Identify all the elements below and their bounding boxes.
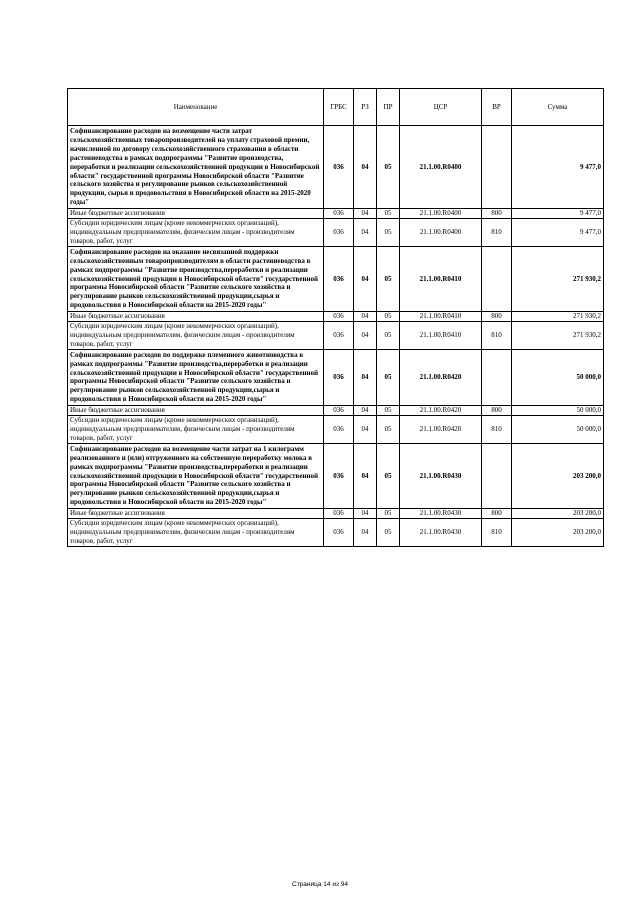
row-csr-cell: 21.1.00.R0400 (400, 219, 482, 247)
row-sum-cell: 50 000,0 (512, 416, 604, 444)
row-sum-cell: 9 477,0 (512, 126, 604, 209)
row-vr-cell: 810 (482, 322, 512, 350)
header-vr: ВР (482, 89, 512, 126)
table-row (68, 519, 604, 547)
row-pr-cell: 05 (377, 443, 400, 508)
row-rz-cell: 04 (354, 443, 377, 508)
row-rz-cell: 04 (354, 246, 377, 311)
row-vr-cell: 800 (482, 509, 512, 519)
row-csr-cell: 21.1.00.R0410 (400, 312, 482, 322)
row-name-cell: Софинансирование расходов на возмещение части затрат сельскохозяйственных товаропроизводителей на уплату страховой премии, начисленной по договору сельскохозяйственного страхования в области растениеводства в рамках подпрограммы "Развитие производства, переработки и реализации сельскохозяйственной продукции в Новосибирской области" государственной программы Новосибирской области "Развитие сельского хозяйства и регулирование рынков сельскохозяйственной продукции, сырья и продовольствия в Новосибирской области на 2015-2020 годы" (68, 126, 324, 209)
row-grbs-cell: 036 (324, 416, 354, 444)
row-vr-cell: 800 (482, 406, 512, 416)
row-grbs-cell: 036 (324, 519, 354, 547)
row-grbs-cell: 036 (324, 209, 354, 219)
row-rz-cell: 04 (354, 126, 377, 209)
row-grbs-cell: 036 (324, 219, 354, 247)
row-name-cell: Софинансирование расходов на возмещение части затрат на 1 килограмм реализованного и (или) отгруженного на собственную переработку молока в рамках подпрограммы "Развитие производства,переработки и реализации сельскохозяйственной продукции в Новосибирской области" государственной программы Новосибирской области "Развитие сельского хозяйства и регулирование рынков сельскохозяйственной продукции,сырья и продовольствия в Новосибирской области на 2015-2020 годы" (68, 443, 324, 508)
row-pr-cell: 05 (377, 406, 400, 416)
header-grbs: ГРБС (324, 89, 354, 126)
row-rz-cell: 04 (354, 219, 377, 247)
row-name-cell: Субсидии юридическим лицам (кроме некоммерческих организаций), индивидуальным предпринимателям, физическим лицам - производителям товаров, работ, услуг (68, 519, 324, 547)
row-grbs-cell: 036 (324, 509, 354, 519)
row-vr-cell: 810 (482, 519, 512, 547)
row-sum-cell: 271 930,2 (512, 246, 604, 311)
budget-table-container (67, 88, 603, 547)
row-csr-cell: 21.1.00.R0420 (400, 406, 482, 416)
row-name-cell: Иные бюджетные ассигнования (68, 312, 324, 322)
row-csr-cell: 21.1.00.R0410 (400, 246, 482, 311)
row-grbs-cell: 036 (324, 312, 354, 322)
row-rz-cell: 04 (354, 312, 377, 322)
header-csr: ЦСР (400, 89, 482, 126)
row-sum-cell: 271 930,2 (512, 322, 604, 350)
row-name-cell: Софинансирование расходов по поддержке племенного животноводства в рамках подпрограммы "Развитие производства,переработки и реализации сельскохозяйственной продукции в Новосибирской области" государственной программы Новосибирской области "Развитие сельского хозяйства и регулирование рынков сельскохозяйственной продукции,сырья и продовольствия в Новосибирской области на 2015-2020 годы" (68, 349, 324, 405)
table-row (68, 509, 604, 519)
table-row (68, 322, 604, 350)
row-csr-cell: 21.1.00.R0430 (400, 443, 482, 508)
row-rz-cell: 04 (354, 416, 377, 444)
row-rz-cell: 04 (354, 519, 377, 547)
row-sum-cell: 9 477,0 (512, 219, 604, 247)
row-csr-cell: 21.1.00.R0420 (400, 349, 482, 405)
table-row (68, 219, 604, 247)
row-sum-cell: 50 000,0 (512, 349, 604, 405)
table-row (68, 416, 604, 444)
row-vr-cell (482, 246, 512, 311)
table-row (68, 209, 604, 219)
row-grbs-cell: 036 (324, 406, 354, 416)
row-csr-cell: 21.1.00.R0410 (400, 322, 482, 350)
row-pr-cell: 05 (377, 246, 400, 311)
row-vr-cell: 810 (482, 219, 512, 247)
row-name-cell: Субсидии юридическим лицам (кроме некоммерческих организаций), индивидуальным предпринимателям, физическим лицам - производителям товаров, работ, услуг (68, 322, 324, 350)
table-row (68, 349, 604, 405)
row-vr-cell (482, 349, 512, 405)
row-pr-cell: 05 (377, 312, 400, 322)
row-pr-cell: 05 (377, 322, 400, 350)
table-header-row (68, 89, 604, 126)
header-rz: РЗ (354, 89, 377, 126)
row-vr-cell (482, 126, 512, 209)
row-rz-cell: 04 (354, 509, 377, 519)
row-sum-cell: 271 930,2 (512, 312, 604, 322)
page-footer: Страница 14 из 94 (292, 881, 348, 888)
row-sum-cell: 203 200,0 (512, 519, 604, 547)
row-grbs-cell: 036 (324, 443, 354, 508)
row-sum-cell: 9 477,0 (512, 209, 604, 219)
table-row (68, 406, 604, 416)
row-csr-cell: 21.1.00.R0420 (400, 416, 482, 444)
row-vr-cell: 810 (482, 416, 512, 444)
row-sum-cell: 203 200,0 (512, 443, 604, 508)
header-sum: Сумма (512, 89, 604, 126)
row-pr-cell: 05 (377, 349, 400, 405)
row-name-cell: Иные бюджетные ассигнования (68, 209, 324, 219)
table-body (68, 126, 604, 547)
row-pr-cell: 05 (377, 209, 400, 219)
table-row (68, 126, 604, 209)
row-grbs-cell: 036 (324, 349, 354, 405)
row-pr-cell: 05 (377, 416, 400, 444)
row-csr-cell: 21.1.00.R0430 (400, 519, 482, 547)
row-name-cell: Иные бюджетные ассигнования (68, 406, 324, 416)
table-row (68, 443, 604, 508)
row-sum-cell: 203 200,0 (512, 509, 604, 519)
row-name-cell: Иные бюджетные ассигнования (68, 509, 324, 519)
header-pr: ПР (377, 89, 400, 126)
row-name-cell: Субсидии юридическим лицам (кроме некоммерческих организаций), индивидуальным предпринимателям, физическим лицам - производителям товаров, работ, услуг (68, 219, 324, 247)
budget-table (67, 88, 604, 547)
row-pr-cell: 05 (377, 219, 400, 247)
table-row (68, 246, 604, 311)
row-grbs-cell: 036 (324, 322, 354, 350)
row-grbs-cell: 036 (324, 246, 354, 311)
row-grbs-cell: 036 (324, 126, 354, 209)
row-csr-cell: 21.1.00.R0430 (400, 509, 482, 519)
table-row (68, 312, 604, 322)
row-rz-cell: 04 (354, 209, 377, 219)
row-vr-cell (482, 443, 512, 508)
row-rz-cell: 04 (354, 322, 377, 350)
row-csr-cell: 21.1.00.R0400 (400, 209, 482, 219)
row-csr-cell: 21.1.00.R0400 (400, 126, 482, 209)
row-vr-cell: 800 (482, 209, 512, 219)
row-pr-cell: 05 (377, 509, 400, 519)
row-rz-cell: 04 (354, 406, 377, 416)
header-name: Наименование (68, 89, 324, 126)
row-name-cell: Софинансирование расходов на оказание несвязанной поддержки сельскохозяйственным товаропроизводителям в области растениеводства в рамках подпрограммы "Развитие производства,переработки и реализации сельскохозяйственной продукции в Новосибирской области" государственной программы Новосибирской области "Развитие сельского хозяйства и регулирование рынков сельскохозяйственной продукции,сырья и продовольствия в Новосибирской области на 2015-2020 годы" (68, 246, 324, 311)
row-vr-cell: 800 (482, 312, 512, 322)
row-pr-cell: 05 (377, 126, 400, 209)
row-sum-cell: 50 000,0 (512, 406, 604, 416)
row-pr-cell: 05 (377, 519, 400, 547)
row-rz-cell: 04 (354, 349, 377, 405)
row-name-cell: Субсидии юридическим лицам (кроме некоммерческих организаций), индивидуальным предпринимателям, физическим лицам - производителям товаров, работ, услуг (68, 416, 324, 444)
